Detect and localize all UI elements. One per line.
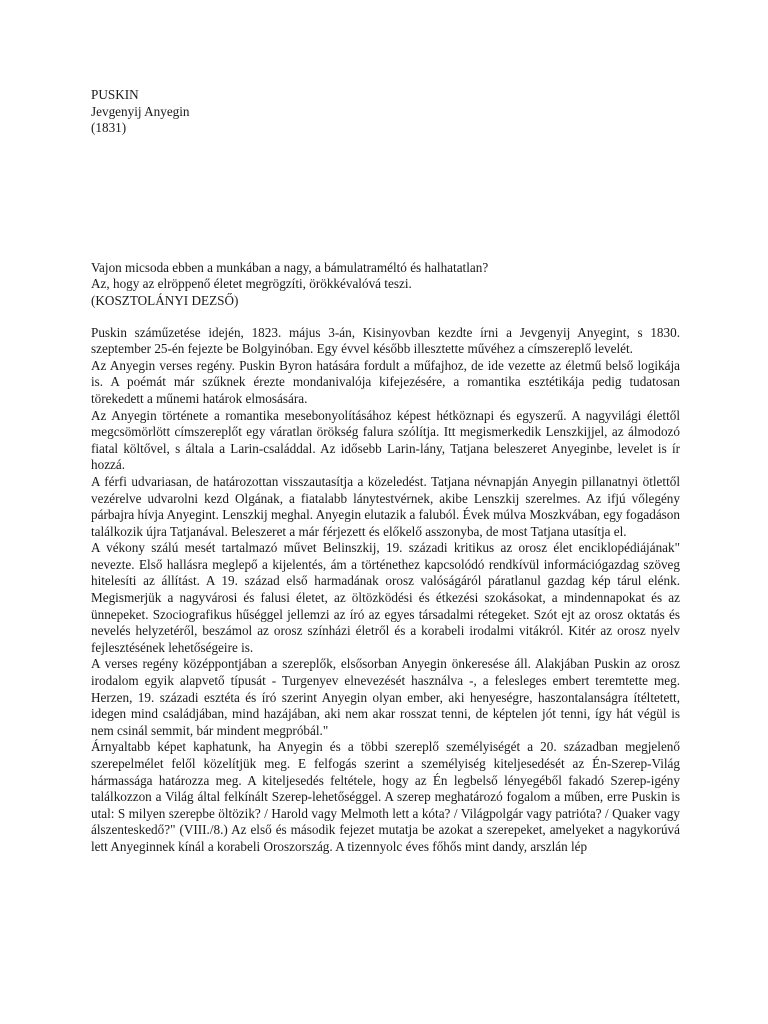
paragraph: Puskin száműzetése idején, 1823. május 3-án, Kisinyovban kezdte írni a Jevgenyij Anyegint, s 1830. szeptember 25-én fejezte be Bolgyinóban. Egy évvel később illesztette művéhez a címszereplő levelét. bbox=[91, 324, 680, 357]
epigraph bbox=[91, 260, 680, 310]
document-page bbox=[91, 87, 680, 856]
spacer bbox=[91, 310, 680, 325]
paragraph: A verses regény középpontjában a szereplők, elsősorban Anyegin önkeresése áll. Alakjában Puskin az orosz irodalom egyik alapvető típusát - Turgenyev elnevezését használva -, a felesleges embert teremtette meg. Herzen, 19. századi esztéta és író szerint Anyegin olyan ember, aki henyeségre, haszontalanságra ítéltetett, idegen mind családjában, mind hazájában, aki nem akar rosszat tenni, de képtelen jót tenni, így hát végül is nem csinál semmit, bár mindent megpróbál." bbox=[91, 656, 680, 738]
paragraph: Az Anyegin verses regény. Puskin Byron hatására fordult a műfajhoz, de ide vezette az életmű belső logikája is. A poémát már szűknek érezte mondanivalója kifejezésére, a romantika esztétikája pedig tudatosan törekedett a műnemi határok elmosására. bbox=[91, 357, 680, 406]
author-name: PUSKIN bbox=[91, 87, 139, 102]
paragraph: Az Anyegin története a romantika mesebonyolításához képest hétköznapi és egyszerű. A nagyvilági élettől megcsömörlött címszereplőt egy váratlan örökség falura szólítja. Itt megismerkedik Lenszkijjel, az álmodozó fiatal költővel, s általa a Larin-családdal. Az idősebb Larin-lány, Tatjana beleszeret Anyeginbe, levelet is ír hozzá. bbox=[91, 407, 680, 473]
work-title: Jevgenyij Anyegin bbox=[91, 103, 190, 119]
work-year: (1831) bbox=[91, 120, 127, 136]
paragraph: A férfi udvariasan, de határozottan visszautasítja a közeledést. Tatjana névnapján Anyegin pillanatnyi ötlettől vezérelve udvarolni kezd Olgának, a fiatalabb lánytestvérnek, akibe Lenszkij szerelmes. Az ifjú vőlegény párbajra hívja Anyegint. Lenszkij meghal. Anyegin elutazik a faluból. Évek múlva Moszkvában, egy fogadáson találkozik újra Tatjanával. Beleszeret a már férjezett és előkelő asszonyba, de most Tatjana utasítja el. bbox=[91, 473, 680, 539]
spacer bbox=[91, 137, 680, 260]
paragraph: Árnyaltabb képet kaphatunk, ha Anyegin és a többi szereplő személyiségét a 20. században megjelenő szerepelmélet felől közelítjük meg. E felfogás szerint a személyiség kiteljesedését az Én-Szerep-Világ hármassága határozza meg. A kiteljesedés feltétele, hogy az Én legbelső lényegéből fakadó Szerep-igény találkozzon a Világ által felkínált Szerep-lehetőséggel. A szerep meghatározó fogalom a műben, erre Puskin is utal: S milyen szerepbe öltözik? / Harold vagy Melmoth lett a kóta? / Világpolgár vagy patrióta? / Quaker vagy álszenteskedő?" (VIII./8.) Az első és második fejezet mutatja be azokat a szerepeket, amelyeket a nagykorúvá lett Anyeginnek kínál a korabeli Oroszország. A tizennyolc éves főhős mint dandy, arszlán lép bbox=[91, 739, 680, 854]
epigraph-line: Vajon micsoda ebben a munkában a nagy, a bámulatraméltó és halhatatlan? bbox=[91, 259, 489, 275]
epigraph-line: Az, hogy az elröppenő életet megrögzíti, örökkévalóvá teszi. bbox=[91, 276, 412, 292]
paragraph: A vékony szálú mesét tartalmazó művet Belinszkij, 19. századi kritikus az orosz élet enciklopédiájának" nevezte. Első hallásra meglepő a kijelentés, ám a történethez kapcsolódó rendkívül információgazdag szöveg hitelesíti az állítást. A 19. század első harmadának orosz valóságáról páratlanul gazdag kép tárul elénk. Megismerjük a nagyvárosi és falusi életet, az öltözködési és étkezési szokásokat, a mindennapokat és az ünnepeket. Szociografikus hűséggel jellemzi az író az egyes társadalmi rétegeket. Szót ejt az orosz oktatás és nevelés helyzetéről, beszámol az orosz színházi életről és a korabeli irodalmi vitákról. Kitér az orosz nyelv fejlesztésének lehetőségeire is. bbox=[91, 540, 680, 655]
body-text bbox=[91, 325, 680, 856]
epigraph-attribution: (KOSZTOLÁNYI DEZSŐ) bbox=[91, 292, 239, 308]
document-header bbox=[91, 87, 680, 137]
